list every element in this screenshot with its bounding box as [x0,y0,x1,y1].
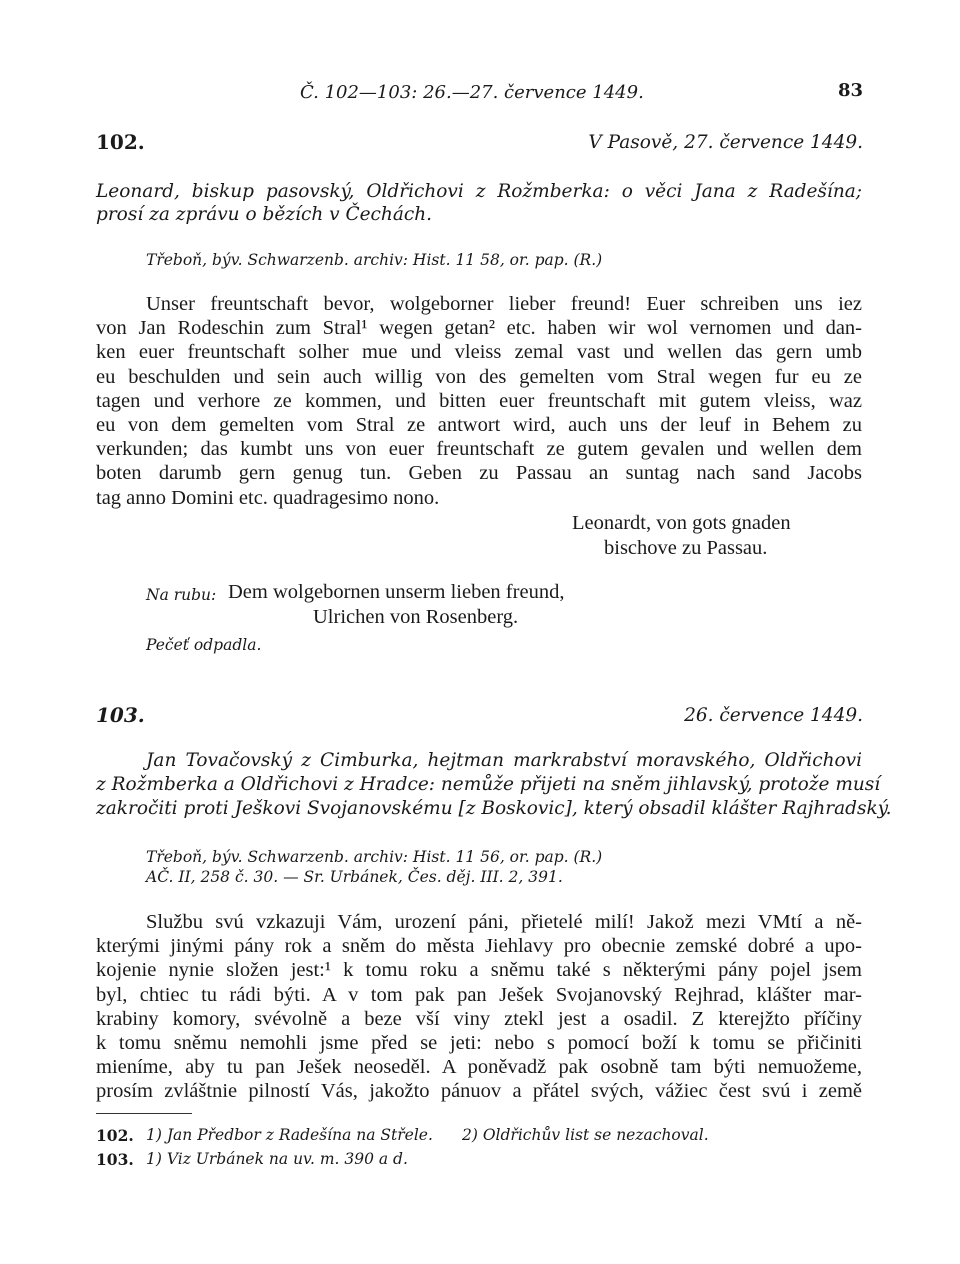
date-103: 26. července 1449. [684,705,863,726]
regest-102-line-2: prosí za zprávu o bězích v Čechách. [96,204,433,225]
page-number: 83 [837,80,863,101]
text-body-102 [96,292,862,510]
source-102: Třeboň, býv. Schwarzenb. archiv: Hist. 11 58, or. pap. (R.) [146,251,603,269]
text-line: tagen und verhore ze kommen, und bitten euer freuntschaft mit gutem vleiss, waz [96,389,862,412]
text-line: kterými jinými pány rok a sněm do města Jiehlavy pro obecnie zemské dobré a upo- [96,935,862,958]
signature-line-2: bischove zu Passau. [604,537,768,559]
dorsal-address-line-1: Dem wolgebornen unserm lieben freund, [228,581,565,603]
text-line: boten darumb gern genug tun. Geben zu Passau an suntag nach sand Jacobs [96,462,862,485]
running-title: Č. 102—103: 26.—27. července 1449. [300,82,644,103]
text-line: krabiny komory, svévolně a beze vší viny ztekl jest a osadil. Z kterejžto příčiny [96,1007,862,1030]
document-number-103: 103. [96,703,145,727]
text-body-103 [96,910,862,1104]
footnote-103-1: 1) Viz Urbánek na uv. m. 390 a d. [146,1150,408,1168]
text-line: Unser freuntschaft bevor, wolgeborner lieber freund! Euer schreiben uns iez [146,293,862,315]
footnote-102-2: 2) Oldřichův list se nezachoval. [462,1126,709,1144]
regest-103-line-3: zakročiti proti Ješkovi Svojanovskému [z Boskovic], který obsadil klášter Rajhradský. [96,798,892,819]
text-line: mieníme, aby tu pan Ješek neoseděl. A poněvadž pak osobně tam býti nemuožeme, [96,1056,862,1079]
regest-103-line-2: z Rožmberka a Oldřichovi z Hradce: nemůže přijeti na sněm jihlavský, protože musí [96,774,881,795]
regest-103-line-1: Jan Tovačovský z Cimburka, hejtman markrabství moravského, Oldřichovi [146,750,862,771]
text-line: k tomu sněmu nemohli jsme před se jeti: nebo s pomocí boží k tomu se přičiniti [96,1031,862,1054]
text-line: tag anno Domini etc. quadragesimo nono. [96,486,440,509]
text-line: eu beschulden und sein auch willig von des gemelten vom Stral wegen fur eu ze [96,365,862,388]
document-number-102: 102. [96,130,145,154]
source-103-line-2: AČ. II, 258 č. 30. — Sr. Urbánek, Čes. děj. III. 2, 391. [146,868,563,886]
text-line: prosím zvláštnie pilností Vás, jakožto pánuov a přátel svých, vážiec čest svú i země [96,1080,862,1103]
text-line: byl, chtiec tu rádi býti. A v tom pak pan Ješek Svojanovský Rejhrad, klášter mar- [96,983,862,1006]
text-line: ken euer freuntschaft solher mue und vleiss zemal vast und wellen das gern umb [96,341,862,364]
place-date-102: V Pasově, 27. července 1449. [588,132,863,153]
text-line: verkunden; das kumbt uns von euer freuntschaft ze gutem gevalen und wellen dem [96,438,862,461]
text-line: eu von dem gemelten vom Stral ze antwort wird, auch uns der leuf in Behem zu [96,413,862,436]
text-line: von Jan Rodeschin zum Stral¹ wegen getan² etc. haben wir wol vernomen und dan- [96,317,862,340]
signature-line-1: Leonardt, von gots gnaden [572,512,791,534]
footnote-divider [96,1113,192,1114]
text-line: kojenie nynie složen jest:¹ k tomu roku a sněmu také s některými pány pojel jsem [96,959,862,982]
footnote-102-1: 1) Jan Předbor z Radešína na Střele. [146,1126,433,1144]
footnote-number-103: 103. [96,1150,134,1169]
dorsal-address-line-2: Ulrichen von Rosenberg. [313,606,519,628]
text-line: Službu svú vzkazuji Vám, urození páni, přietelé milí! Jakož mezi VMtí a ně- [146,911,862,933]
source-103-line-1: Třeboň, býv. Schwarzenb. archiv: Hist. 11 56, or. pap. (R.) [146,848,603,866]
dorsal-label: Na rubu: [146,586,217,604]
regest-102-line-1: Leonard, biskup pasovský, Oldřichovi z Rožmberka: o věci Jana z Radešína; [96,181,862,202]
seal-note: Pečeť odpadla. [146,636,262,654]
footnote-number-102: 102. [96,1126,134,1145]
